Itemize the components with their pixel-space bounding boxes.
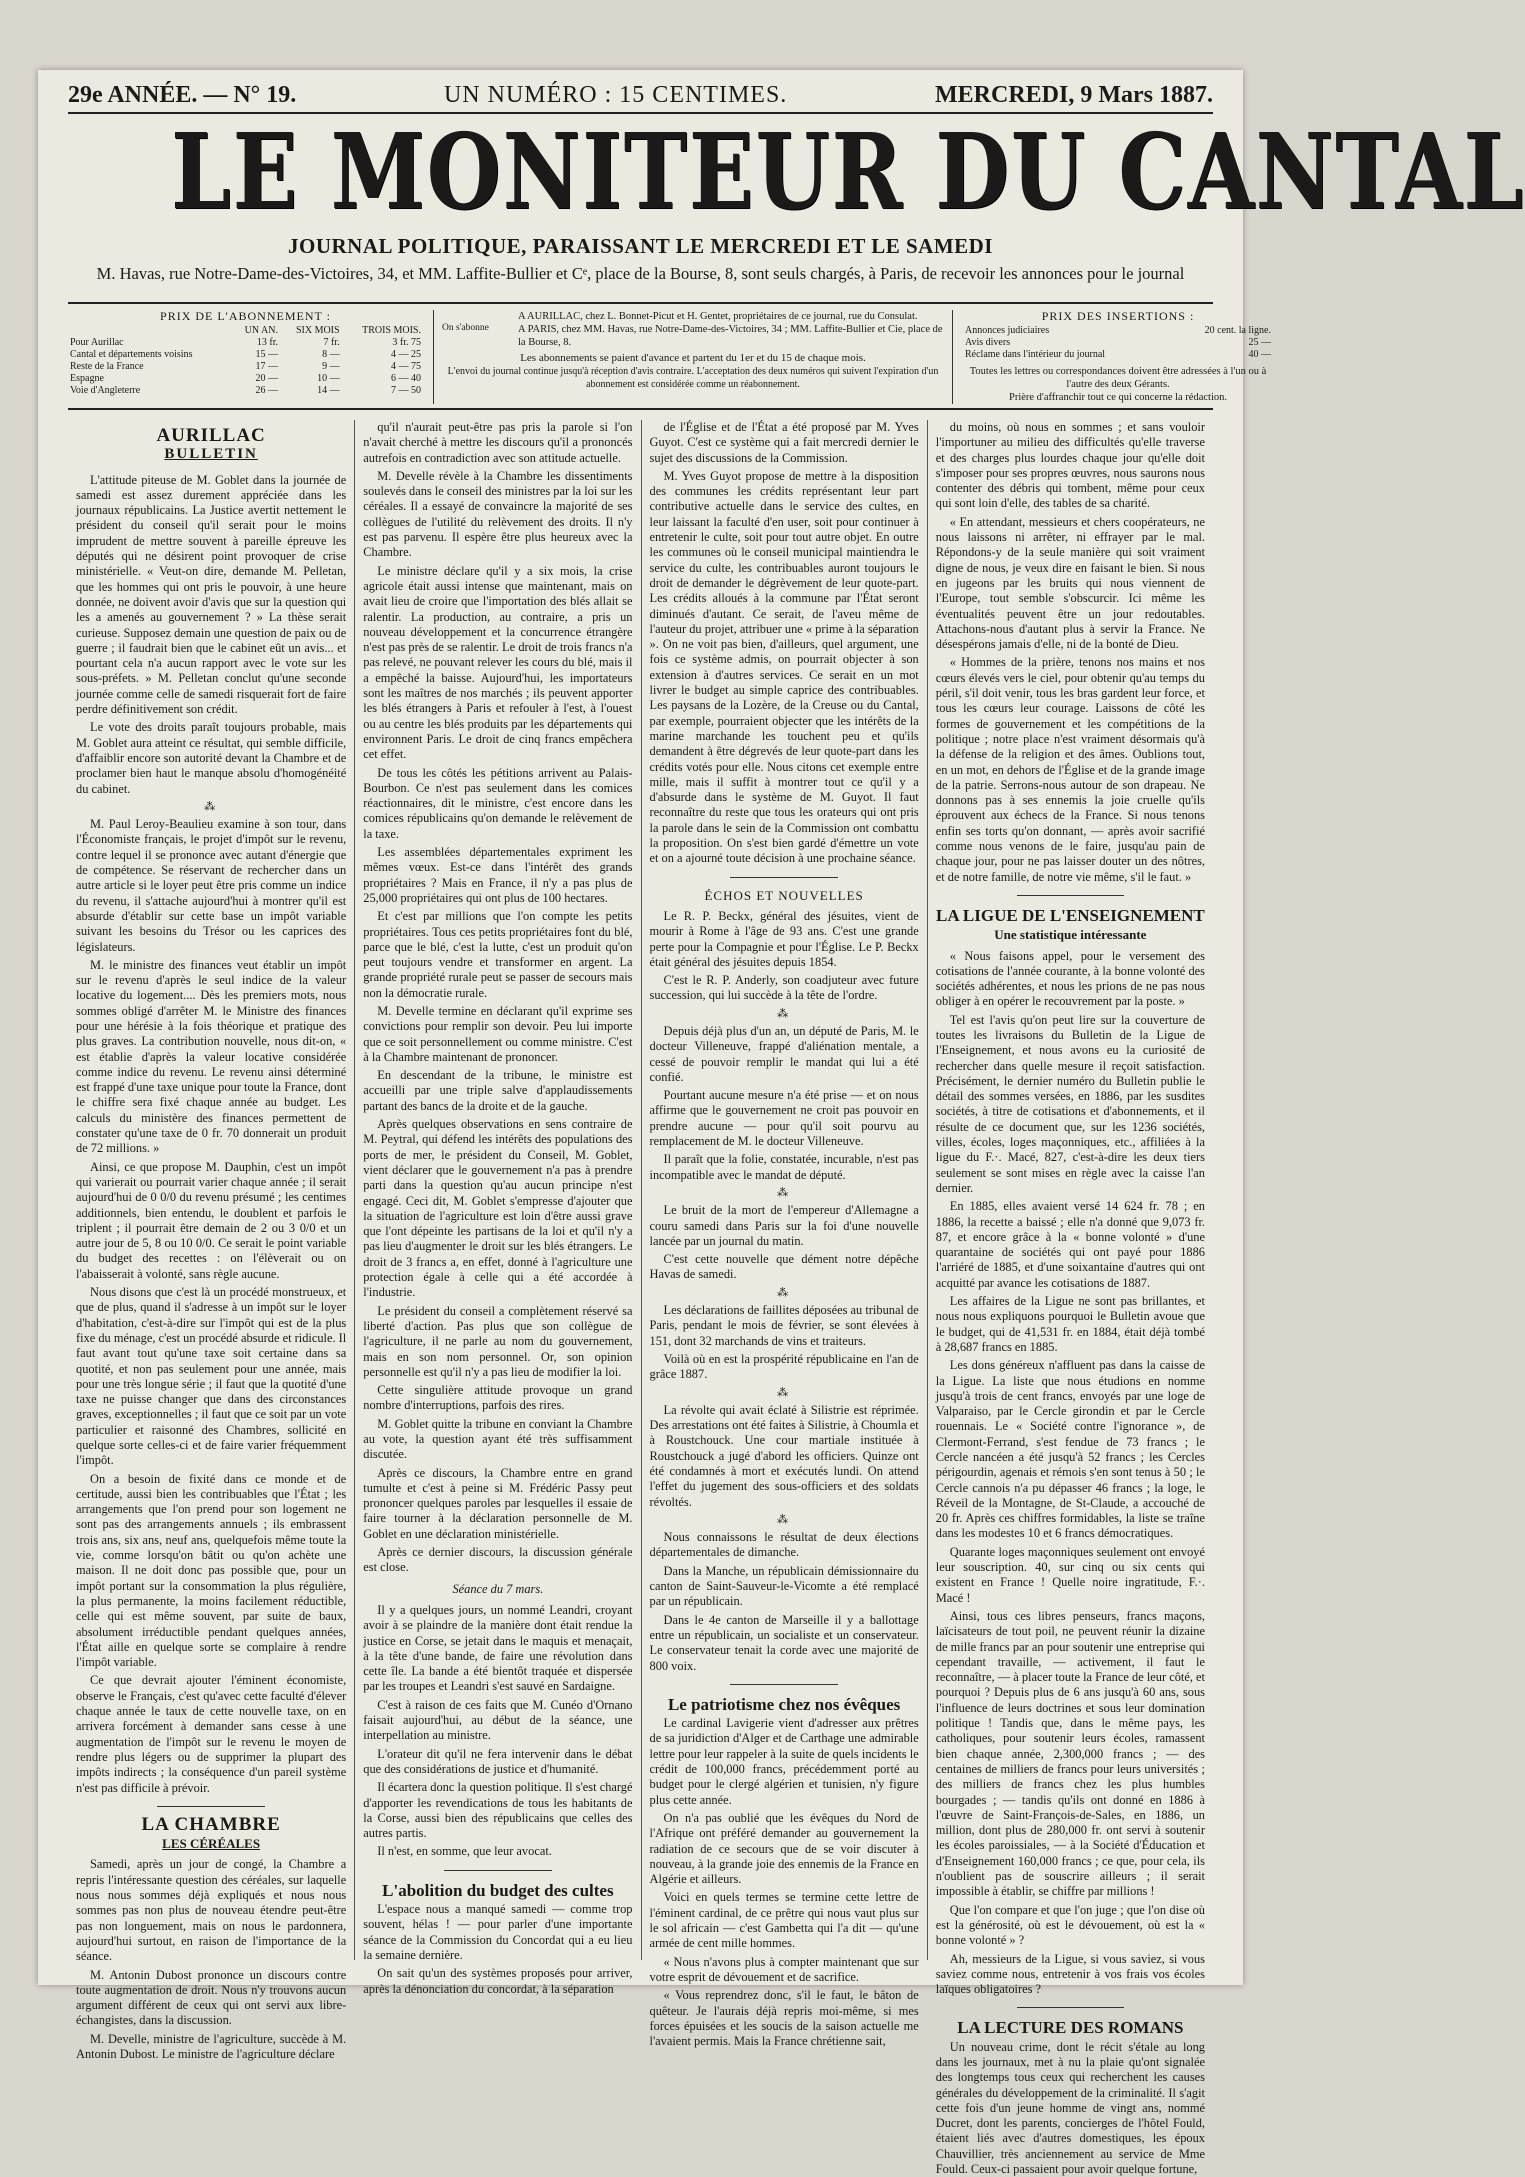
section-subtitle: LES CÉRÉALES: [162, 1836, 261, 1852]
separator-stars: ⁂: [204, 800, 219, 813]
seance-heading: Séance du 7 mars.: [452, 1581, 544, 1596]
subscription-prices: [68, 310, 423, 404]
price-cell: 9 —: [322, 361, 340, 372]
price-cell: 17 —: [255, 361, 278, 372]
paragraph: Le président du conseil a complètement réservé sa liberté d'action. Pas plus que son collègue de l'agriculture, il ne parle au nom du gouvernement, mais en son nom personnel. Or, son opinion personnelle est qu'il n'y a pas lieu de modifier la loi.: [363, 1303, 633, 1379]
divider: [444, 1870, 552, 1871]
paragraph: Pourtant aucune mesure n'a été prise — et on nous affirme que le gouvernement ne croit pas pouvoir en prendre aucune — pour qu'il soit pourvu au remplacement de M. le docteur Villeneuve.: [649, 1088, 919, 1149]
paragraph: Les déclarations de faillites déposées au tribunal de Paris, pendant le mois de février, se sont élevées à 151, dont 32 marchands de vins et traiteurs.: [649, 1303, 919, 1348]
subscription-address-list: [518, 310, 944, 349]
paragraph: C'est le R. P. Anderly, son coadjuteur avec future succession, qui lui succède à la tête de l'ordre.: [649, 973, 919, 1003]
divider: [730, 1684, 838, 1685]
price-cell: 8 —: [322, 349, 340, 360]
insertion-prices: [963, 310, 1273, 404]
paragraph: La révolte qui avait éclaté à Silistrie est réprimée. Des arrestations ont été faites à Silistrie, à Choumla et à Roustchouck. Une cour martiale instituée à Roustchouck a jugé d'abord les officiers. Quinze ont été condamnés à mort et exécutés lundi. On attend l'effet du jugement des sous-officiers et des soldats révoltés.: [649, 1402, 919, 1509]
subscription-note: L'envoi du journal continue jusqu'à réception d'avis contraire. L'acceptation des deux numéros qui suivent l'expiration d'un abonnement est considérée comme un réabonnement.: [447, 366, 939, 390]
article-columns: [68, 420, 1213, 2177]
newspaper-page: [38, 70, 1525, 2177]
section-title: LA CHAMBRE: [141, 1813, 281, 1835]
column-4: [927, 420, 1213, 2177]
paragraph: qu'il n'aurait peut-être pas pris la parole si l'on n'avait cherché à mettre les discours qu'il a prononcés autrefois en contradiction avec son attitude actuelle.: [363, 420, 633, 465]
paragraph: Il n'est, en somme, que leur avocat.: [377, 1844, 552, 1859]
row-label: Cantal et départements voisins: [70, 349, 193, 360]
insertion-table: [963, 325, 1273, 361]
subscription-addresses: [442, 310, 944, 349]
paragraph: M. le ministre des finances veut établir un impôt sur le revenu d'après le seul indice de la valeur locative du logement.... Dès les premiers mots, nous sommes obligé d'arrêter M. le Ministre des finances pour une hérésie à la fois théorique et pratique des plus graves. La contribution nouvelle, nous dit-on, « est établie d'après la valeur locative considérée comme indice du revenu. Le revenu ainsi déterminé est frappé d'une taxe unique pour toute la France, dont le chiffre sera fixé chaque année au budget. Les calculs du ministère des finances permettent de constater qu'une taxe de 0 fr. 70 donnerait un produit de 72 millions. »: [76, 957, 347, 1156]
insertion-row: [963, 349, 1273, 361]
subscription-row: [68, 337, 423, 349]
paragraph: Le ministre déclare qu'il y a six mois, la crise agricole était aussi intense que maintenant, mais on avait lieu de croire que l'importation des blés allait se ralentir. La production, au contraire, a pris un nouveau développement et la concurrence étrangère n'est pas près de se ralentir. Le droit de trois francs n'a pas relevé, ne pouvant relever les cours du blé, mais il a empêché la baisse. Aujourd'hui, les importateurs sont les maîtres de nos marchés ; ils peuvent apporter les blés étrangers à Paris et refouler à l'est, à l'ouest ou au centre les blés produits par les départements qui environnent Paris. Le droit de cinq francs empêchera cet effet.: [363, 563, 633, 762]
paragraph: L'attitude piteuse de M. Goblet dans la journée de samedi est assez durement appréciée dans les journaux républicains. La Justice avertit nettement le président du conseil qu'il serait pour le moins imprudent de mettre souvent à pareille épreuve les députés qui ne désirent point provoquer de crise ministérielle. « Veut-on dire, demande M. Pelletan, que les hommes qui ont pris le pouvoir, à une heure donnée, ne doivent avoir d'avis que sur la question qui les a amenés au gouvernement ? » La thèse serait curieuse. Supposez demain une question de paix ou de guerre ; il faudrait bien que le cabinet eût un avis... et pourtant cela n'a aucun rapport avec le vote sur les sous-préfets. » M. Pelletan conclut qu'une seconde journée comme celle de samedi risquerait fort de faire perdre définitivement son crédit.: [76, 472, 347, 717]
paragraph: « Vous reprendrez donc, s'il le faut, le bâton de quêteur. Je l'aurais déjà repris moi-même, si mes forces épuisées et les soucis de la saison actuelle me l'avaient permis. Mais la France chrétienne sait,: [649, 1988, 919, 2049]
subscription-note: Les abonnements se paient d'avance et partent du 1er et du 15 de chaque mois.: [520, 352, 866, 364]
paragraph: Le R. P. Beckx, général des jésuites, vient de mourir à Rome à l'âge de 93 ans. C'est une grande perte pour la Compagnie et pour l'Église. Le P. Beckx était général des jésuites depuis 1854.: [649, 908, 919, 969]
row-label: Espagne: [70, 373, 104, 384]
col-header: UN AN.: [244, 325, 278, 336]
paragraph: Il écartera donc la question politique. Il s'est chargé d'apporter les revendications de tous les habitants de la Corse, aussi bien des républicains que celles des autres partis.: [363, 1780, 633, 1841]
paragraph: Après ce discours, la Chambre entre en grand tumulte et c'est à peine si M. Frédéric Passy peut prononcer quelques paroles par lesquelles il essaie de faire tourner à la déclaration personnelle de M. Goblet en une déclaration ministérielle.: [363, 1465, 633, 1541]
section-title: LA LIGUE DE L'ENSEIGNEMENT: [935, 905, 1205, 925]
paragraph: de l'Église et de l'État a été proposé par M. Yves Guyot. C'est ce système qui a fait mercredi dernier le sujet des discussions de la Commission.: [649, 420, 919, 465]
paragraph: « Nous n'avons plus à compter maintenant que sur votre esprit de dévouement et de sacrifice.: [649, 1954, 919, 1984]
address-aurillac: A AURILLAC, chez L. Bonnet-Picut et H. Gentet, propriétaires de ce journal, rue du Consulat.: [518, 311, 918, 322]
paragraph: Ah, messieurs de la Ligue, si vous saviez, si vous saviez comme nous, entretenir à vos frais vos écoles laïques obligatoires ?: [935, 1951, 1205, 1997]
row-label: Voie d'Angleterre: [70, 385, 141, 396]
paragraph: Nous connaissons le résultat de deux élections départementales de dimanche.: [649, 1530, 919, 1560]
paragraph: En descendant de la tribune, le ministre est accueilli par une triple salve d'applaudissements partant des bancs de la droite et de la gauche.: [363, 1068, 633, 1113]
paragraph: M. Paul Leroy-Beaulieu examine à son tour, dans l'Économiste français, le projet d'impôt sur le revenu, contre lequel il se prononce avec autant d'énergie que de compétence. Se réservant de rechercher dans un autre article si le loyer peut être pris comme un indice du revenu, il s'attache aujourd'hui à montrer qu'il est absurde d'établir sur cette base un impôt variable suivant les besoins du Trésor ou les caprices des législateurs.: [76, 817, 347, 954]
paragraph: du moins, où nous en sommes ; et sans vouloir l'importuner au milieu des difficultés qu'elle traverse et des charges plus lourdes chaque jour qu'elle doit s'imposer pour ses propres œuvres, nous saurons nous contenter des débris qui tombent, même pour ceux qui sont loin d'elle, des tables de sa charité.: [935, 420, 1205, 511]
paragraph: Le bruit de la mort de l'empereur d'Allemagne a couru samedi dans Paris sur la foi d'une nouvelle lancée par un journal du matin.: [649, 1203, 919, 1248]
paragraph: M. Yves Guyot propose de mettre à la disposition des communes les crédits représentant leur part contributive actuelle dans le service des cultes, en leur laissant la faculté d'en user, soit pour continuer à entretenir le culte, soit pour tout autre objet. En outre les communes où le conseil municipal maintiendra le service du culte, les contribuables auront toujours le droit de demander le dégrèvement de leur quote-part. Les crédits alloués à la commune par l'État seront diminués d'autant. Ce serait, de l'aveu même de l'auteur du projet, attribuer une « prime à la séparation ». On ne voit pas bien, d'ailleurs, quel argument, une fois ce système admis, on pourrait objecter à son extension à d'autres services. Ce serait en un mot livrer le budget au simple caprice des contribuables. Les paysans de la Lozère, de la Creuse ou du Cantal, par exemple, pourraient objecter que les intérêts de la marine marchande les touchent peu et qu'ils demandent à être dégrevés de leur quote-part dans les crédits votés pour elle. Nous citons cet exemple entre mille, mais il suffit à montrer tout ce qu'il y a d'absurde dans le système de M. Guyot. Il faut reconnaître du reste que tous les orateurs qui ont pris la parole dans le sein de la Commission ont combattu la proposition. On s'est bien gardé d'émettre un vote et on a ajourné toute décision à une prochaine séance.: [649, 468, 919, 866]
masthead-agents: M. Havas, rue Notre-Dame-des-Victoires, 34, et MM. Laffite-Bullier et Cᵉ, place de la Bourse, 8, sont seuls chargés, à Paris, de recevoir les annonces pour le journal: [96, 264, 1185, 283]
section-title: Le patriotisme chez nos évêques: [667, 1694, 901, 1714]
row-label: Pour Aurillac: [70, 337, 124, 348]
paragraph: M. Develle révèle à la Chambre les dissentiments soulevés dans le conseil des ministres par la loi sur les céréales. Il a essayé de convaincre la majorité de ses collègues de l'utilité du relèvement des droits. Il n'y est pas parvenu. Il espère être plus heureux avec la Chambre.: [363, 468, 633, 560]
paragraph: Dans le 4e canton de Marseille il y a ballottage entre un républicain, un socialiste et un conservateur. Le conservateur tenait la corde avec une majorité de 800 voix.: [649, 1612, 919, 1673]
section-title: ÉCHOS ET NOUVELLES: [704, 887, 864, 903]
paragraph: Après ce dernier discours, la discussion générale est close.: [363, 1545, 633, 1575]
price-cell: 10 —: [317, 373, 340, 384]
price-cell: 14 —: [317, 385, 340, 396]
issue-year: 29e ANNÉE.: [68, 81, 198, 108]
subscription-box: [68, 302, 1271, 410]
paragraph: « En attendant, messieurs et chers coopérateurs, ne nous laissons ni arrêter, ni effrayer par le mal. Répondons-y de la seule manière qui soit vraiment digne de nous, je veux dire en faisant le bien. Si nous en jugeons par les bruits qui nous viennent de l'Europe, tout semble s'obscurcir. Ici même les éventualités peuvent être un jour redoutables. Attachons-nous d'autant plus à servir la France. Ne désespérons jamais d'elle, ni de la bonté de Dieu.: [935, 514, 1205, 652]
paragraph: Il y a quelques jours, un nommé Leandri, croyant avoir à se plaindre de la manière dont était rendue la justice en Corse, se jetait dans le maquis et menaçait, à la tête d'une bande, de faire une révolution dans cette île. La bande a été bientôt traquée et dispersée par les troupes et Leandri s'est sauvé en Sardaigne.: [363, 1602, 633, 1694]
price-cell: 20 cent. la ligne.: [1204, 325, 1271, 336]
paragraph: L'orateur dit qu'il ne fera intervenir dans le débat que des considérations de justice et d'humanité.: [363, 1746, 633, 1776]
section-subtitle: BULLETIN: [164, 446, 258, 463]
paragraph: Voilà où en est la prospérité républicaine en l'an de grâce 1887.: [649, 1351, 919, 1382]
paragraph: Les assemblées départementales expriment les mêmes vœux. Est-ce dans l'intérêt des grands propriétaires ? Mais en France, il n'y a pas plus de 25,000 propriétaires qui ont plus de 100 hectares.: [363, 845, 633, 905]
row-label: Annonces judiciaires: [965, 325, 1050, 336]
header-topline: [68, 80, 1213, 110]
price-cell: 15 —: [255, 349, 278, 360]
insertion-note: Prière d'affranchir tout ce qui concerne la rédaction.: [1008, 392, 1227, 403]
section-title: LA LECTURE DES ROMANS: [957, 2018, 1184, 2038]
subscription-title: PRIX DE L'ABONNEMENT :: [160, 309, 331, 323]
insertion-row: [963, 337, 1273, 349]
insertion-note: Toutes les lettres ou correspondances doivent être adressées à l'un ou à l'autre des deux Gérants.: [969, 366, 1267, 390]
divider: [1017, 895, 1125, 896]
paragraph: Il paraît que la folie, constatée, incurable, n'est pas incompatible avec le mandat de député.: [649, 1152, 919, 1182]
subscription-header-row: [68, 325, 423, 337]
subscription-row: [68, 373, 423, 385]
price-cell: 7 fr.: [323, 337, 340, 348]
paragraph: Les dons généreux n'affluent pas dans la caisse de la Ligue. La liste que nous étudions en nomme jusqu'à trois de cent francs, envoyés par une loge de Valparaiso, par le Cercle girondin et par le Cercle rouennais. Le « Société contre l'ignorance », de Clermont-Ferrand, s'est fendue de 73 francs ; le Cercle nancéen a été jusqu'à 52 francs ; les Cercles périgourdin, agenais et rémois s'en sont tenus à 50 ; le Cercle cannois n'a pu dépasser 46 francs ; la loge, le Réveil de la Montagne, de St-Claude, a accouché de 20 fr. Après ces chiffres formidables, la liste se traîne dans les modestes 10 et 6 francs démocratiques.: [935, 1358, 1205, 1541]
paragraph: Après quelques observations en sens contraire de M. Peytral, qui défend les intérêts des populations des ports de mer, le président du Conseil, M. Goblet, vient déclarer que le gouvernement n'a pas à prendre parti dans la question qu'au aucun principe n'est engagé. Ceci dit, M. Goblet s'empresse d'ajouter que la situation de l'agriculture est loin d'être aussi grave que l'ont dépeinte les partisans de la loi et qu'il n'y a pas lieu d'augmenter le droit sur les blés étrangers. Le droit de 3 francs a, en effet, donné à l'agriculture une protection égale à celle qui a été accordée à l'industrie.: [363, 1117, 633, 1300]
paragraph: Quarante loges maçonniques seulement ont envoyé leur souscription. 40, sur cinq ou six cents qui existent en France ! Quelle noire ingratitude, F.·. Macé !: [935, 1544, 1205, 1605]
paragraph: Cette singulière attitude provoque un grand nombre d'interruptions, parfois des rires.: [363, 1383, 633, 1413]
issue-number: — N° 19.: [203, 81, 297, 108]
paragraph: C'est à raison de ces faits que M. Cunéo d'Ornano faisait aujourd'hui, au début de la séance, une interpellation au ministre.: [363, 1697, 633, 1743]
column-3: [641, 420, 927, 2049]
issue-date: MERCREDI, 9 Mars 1887.: [935, 81, 1213, 108]
paragraph: Un nouveau crime, dont le récit s'étale au long dans les journaux, met à nu la plaie qu'ont signalée des longtemps tous ceux qui recherchent les causes générales du développement de la criminalité. Il s'agit cette fois d'un jeune homme de vingt ans, nommé Ducret, dont les parents, concierges de l'hôtel Fould, étaient liés avec d'autres domestiques, les époux Chauvillier, très anciennement au service de Mme Fould. Ceux-ci passaient pour avoir quelque fortune,: [935, 2039, 1205, 2177]
divider: [730, 877, 838, 878]
paragraph: Dans la Manche, un républicain démissionnaire du canton de Saint-Sauveur-le-Vicomte a été remplacé par un républicain.: [649, 1563, 919, 1609]
separator-stars: ⁂: [777, 1513, 792, 1526]
separator-stars: ⁂: [777, 1386, 792, 1399]
subscription-row: [68, 361, 423, 373]
paragraph: Ainsi, ce que propose M. Dauphin, c'est un impôt qui varierait ou pourrait varier chaque année ; il serait aujourd'hui de 0 0/0 du revenu présumé ; les centimes additionnels, bien entendu, le doublent et parfois le triplent ; il pourrait être demain de 2 ou 3 0/0 et un autre jour de 5, 8 ou 10 0/0. Ce serait le point variable du budget des recettes : on l'élèverait ou on l'abaisserait à volonté, sans règle aucune.: [76, 1159, 347, 1281]
divider: [1017, 2007, 1125, 2008]
insertion-title: PRIX DES INSERTIONS :: [1041, 309, 1195, 323]
price-cell: 25 —: [1248, 337, 1271, 348]
paragraph: L'espace nous a manqué samedi — comme trop souvent, hélas ! — pour parler d'une importante séance de la Commission du Concordat qui a eu lieu la semaine dernière.: [363, 1902, 633, 1962]
address-paris: A PARIS, chez MM. Havas, rue Notre-Dame-des-Victoires, 34 ; MM. Laffite-Bullier et Cie, place de la Bourse, 8.: [518, 324, 943, 348]
issue-info: [68, 82, 296, 109]
row-label: Réclame dans l'intérieur du journal: [965, 349, 1106, 360]
paragraph: De tous les côtés les pétitions arrivent au Palais-Bourbon. Ce n'est pas seulement dans les comices réactionnaires, dit le ministre, c'est encore dans les comices républicains qu'on demande le relèvement de la taxe.: [363, 765, 633, 841]
paragraph: Le vote des droits paraît toujours probable, mais M. Goblet aura atteint ce résultat, qui semble difficile, d'affaiblir encore son autorité devant la Chambre et de proclamer bien haut le manque absolu d'homogénéité du cabinet.: [76, 720, 347, 796]
price-cell: 4 — 25: [391, 349, 421, 360]
column-2: [354, 420, 640, 1996]
separator-stars: ⁂: [777, 1186, 792, 1199]
separator-stars: ⁂: [777, 1286, 792, 1299]
paragraph: En 1885, elles avaient versé 14 624 fr. 78 ; en 1886, la recette a baissé ; elle n'a donné que 9,073 fr. 87, et encore grâce à la « bonne volonté » d'une quarantaine de sociétés qui ont payé pour 1886 l'arriéré de 1885, et d'une soixantaine d'autres qui ont acquitté par avance les cotisations de 1887.: [935, 1199, 1205, 1290]
subscription-table: [68, 325, 423, 397]
paragraph: M. Develle, ministre de l'agriculture, succède à M. Antonin Dubost. Le ministre de l'agriculture déclare: [76, 2031, 347, 2061]
masthead-subtitle: JOURNAL POLITIQUE, PARAISSANT LE MERCREDI ET LE SAMEDI: [288, 234, 993, 258]
paragraph: Voici en quels termes se termine cette lettre de l'éminent cardinal, de ce prêtre qui nous vaut plus sur le sol africain — c'est Gambetta qui l'a dit — qu'une armée de cent mille hommes.: [649, 1890, 919, 1951]
issue-price: UN NUMÉRO : 15 CENTIMES.: [443, 81, 788, 108]
separator-stars: ⁂: [777, 1007, 792, 1020]
paragraph: M. Goblet quitte la tribune en conviant la Chambre au vote, la question ayant été très suffisamment discutée.: [363, 1416, 633, 1462]
col-header: TROIS MOIS.: [362, 325, 421, 336]
paragraph: Nous disons que c'est là un procédé monstrueux, et que de plus, quand il s'adresse à un impôt sur le loyer d'habitation, c'est-à-dire sur l'impôt qui est de la plus fixe du ménage, c'est un procédé absurde et ridicule. Il faut avant tout qu'une taxe soit certaine dans sa quotité, et non pas seulement pour une année, mais pour une très longue série ; il faut que la quotité d'une taxe ne puisse changer que dans des circonstances graves, exceptionnelles ; il faut que ce soit par un vote particulier et raisonné des Chambres, sollicité en quelque sorte celles-ci et de faire varier fréquemment l'impôt.: [76, 1285, 347, 1468]
price-cell: 40 —: [1248, 349, 1271, 360]
paragraph: « Nous faisons appel, pour le versement des cotisations de l'année courante, à la bonne volonté des sociétés adhérentes, et nous les prions de ne pas nous obliger à en opérer le recouvrement par la poste. »: [935, 948, 1205, 1009]
paragraph: On sait qu'un des systèmes proposés pour arriver, après la dénonciation du concordat, à la séparation: [363, 1966, 633, 1996]
section-title: AURILLAC: [156, 425, 266, 446]
masthead-title: LE MONITEUR DU CANTAL: [171, 110, 1525, 233]
paragraph: Le cardinal Lavigerie vient d'adresser aux prêtres de sa juridiction d'Alger et de Carthage une admirable lettre pour leur rappeler à la suite de quels incidents le crédit de 100,000 francs, précédemment porté au budget pour le clergé algérien et tunisien, n'y figure plus cette année.: [649, 1716, 919, 1807]
paragraph: On n'a pas oublié que les évêques du Nord de l'Afrique ont préféré demander au gouvernement la radiation de ce secours que de se voir discuter à nouveau, à la grande joie des ennemis de la France en Algérie et ailleurs.: [649, 1810, 919, 1887]
subscription-row: [68, 349, 423, 361]
insertion-row: [963, 325, 1273, 337]
paragraph: C'est cette nouvelle que dément notre dépêche Havas de samedi.: [649, 1252, 919, 1282]
price-cell: 6 — 40: [391, 373, 421, 384]
price-cell: 7 — 50: [391, 385, 421, 396]
paragraph: Ce que devrait ajouter l'éminent économiste, observe le Français, c'est qu'avec cette faculté d'élever chaque année le taux de cette nouvelle taxe, on en arrivera forcément à demander sans cesse à une augmentation de l'impôt sur le revenu le moyen de rendre plus légers ou de supprimer la plupart des impôts indirects ; la conséquence d'un pareil système n'est pas difficile à prévoir.: [76, 1673, 347, 1795]
col-header: SIX MOIS: [295, 325, 340, 336]
price-cell: 13 fr.: [256, 337, 278, 348]
subscription-row: [68, 385, 423, 397]
section-subtitle: Une statistique intéressante: [994, 927, 1147, 943]
section-title: L'abolition du budget des cultes: [382, 1880, 614, 1900]
price-cell: 3 fr. 75: [392, 337, 421, 348]
paragraph: Samedi, après un jour de congé, la Chambre a repris l'intéressante question des céréales, sur laquelle nous nous sommes déjà expliqués et nous nous sommes pas non plus de nouveau étendre peut-être pas non longuement, mais on nous le pardonnera, aujourd'hui surtout, en raison de l'importance de la séance.: [76, 1857, 347, 1964]
subscription-places: [433, 310, 953, 404]
paragraph: On a besoin de fixité dans ce monde et de certitude, aussi bien les contribuables que l'État ; les arrangements que l'on prend pour son logement ne sont pas des arrangements annuels ; ils embrassent trois ans, six ans, neuf ans, quelquefois même toute la vie, comme lorsqu'on bâtit ou qu'on achète une maison. Il ne doit donc pas possible que, pour un impôt portant sur la consommation la plus régulière, la plus permanente, la moins facilement réductible, celle qui est même souvent, par suite de baux, absolument irréductible pendant quelques années, l'État aille en quelque sorte se complaire à rendre l'impôt variable.: [76, 1471, 347, 1670]
paragraph: « Hommes de la prière, tenons nos mains et nos cœurs élevés vers le ciel, pour obtenir qu'au temps du péril, s'il doit venir, tous les bras gardent leur force, et tous les cœurs leur courage. Laissons de côté les formes de gouvernement et les compétitions de la politique ; notre place n'est vraiment désormais qu'à la défense de la religion et des âmes. Oublions tout, en un mot, en dehors de l'Église et de la grande image de la patrie. Serrons-nous autour de son drapeau. Ne donnons pas à ses ennemis la joie cruelle qu'ils éprouvent aux échecs de la France. Si nous tenons enfin ses torts qu'on donnant, — après avoir sacrifié comme nous venons de le faire, jusqu'au pain de chaque jour, pour ne pas laisser douter un des nôtres, et de notre famille, de notre vie même, s'il le faut. »: [935, 655, 1205, 884]
divider: [157, 1806, 265, 1807]
paragraph: Que l'on compare et que l'on juge ; que l'on dise où est la générosité, où est le dévouement, où est la « bonne volonté » ?: [935, 1902, 1205, 1948]
row-label: Reste de la France: [70, 361, 144, 372]
paragraph: M. Antonin Dubost prononce un discours contre toute augmentation de droit. Nous n'y trouvons aucun argument différent de ceux qui ont servi aux libre-échangistes, dans la discussion.: [76, 1967, 347, 2028]
column-1: [68, 420, 354, 2061]
row-label: Avis divers: [965, 337, 1011, 348]
price-cell: 20 —: [255, 373, 278, 384]
paragraph: Et c'est par millions que l'on compte les petits propriétaires. Tous ces petits propriétaires font du blé, parce que le blé, c'est la lutte, c'est un produit qu'on peut toujours vendre et transformer en argent. La grande propriété rurale peut se passer de secours mais non la démocratie rurale.: [363, 909, 633, 1000]
paragraph: Les affaires de la Ligue ne sont pas brillantes, et nous nous expliquons pourquoi le Bulletin avoue que le budget, qui de 41,531 fr. en 1884, était déjà tombé à 28,687 francs en 1885.: [935, 1294, 1205, 1354]
paragraph: Tel est l'avis qu'on peut lire sur la couverture de toutes les livraisons du Bulletin de la Ligue de l'Enseignement, et nous avons eu la curiosité de rechercher dans quelle mesure il reçoit satisfaction. Précisément, le dernier numéro du Bulletin publie le détail des sommes versées, en 1886, par les susdites sociétés, à titre de cotisations et d'abonnements, et il résulte de ce document que, sur les 1236 sociétés, villes, écoles, loges maçonniques, etc., affiliées à la ligue du F.·. Macé, 827, c'est-à-dire les deux tiers seulement se sont mises en règle avec la caisse l'an dernier.: [935, 1012, 1205, 1195]
paragraph: M. Develle termine en déclarant qu'il exprime ses convictions pour remplir son devoir. Peu lui importe que ce soit personnellement ou comme ministre. C'est à la Chambre maintenant de prononcer.: [363, 1003, 633, 1064]
paragraph: Depuis déjà plus d'un an, un député de Paris, M. le docteur Villeneuve, frappé d'aliénation mentale, a cessé de pouvoir remplir le mandat qui lui a été confié.: [649, 1023, 919, 1084]
price-cell: 26 —: [255, 385, 278, 396]
on-abonne-label: On s'abonne: [442, 323, 489, 333]
price-cell: 4 — 75: [391, 361, 421, 372]
paragraph: Ainsi, tous ces libres penseurs, francs maçons, laïcisateurs de tout poil, ne peuvent réunir la dizaine de mille francs par an pour soutenir une entreprise qui cependant travaille, — activement, il faut le reconnaître, — à placer toute la France de leur côté, et pourquoi ? Depuis plus de 6 ans jusqu'à 60 ans, sous l'influence de leurs doctrines et sous leur domination politique ! Tandis que, dans le même pays, les catholiques, pour soutenir leurs écoles, ramassent bien chaque année, 2,300,000 francs ; — des centaines de milliers de francs pour leurs universités ; des milliers de francs chez les plus humbles bourgades ; — tandis qu'ils ont donné en 1886 à l'œuvre de Saint-François-de-Sales, en 1886, un million, dont plus de 280,000 fr. ont servi à soutenir les écoles paroissiales, — à la Société d'Éducation et d'Enseignement 160,000 francs ; ce que, pour cela, ils n'oublient pas de souscrire ailleurs ; il serait impossible à établir, se chiffre par millions !: [935, 1608, 1205, 1899]
